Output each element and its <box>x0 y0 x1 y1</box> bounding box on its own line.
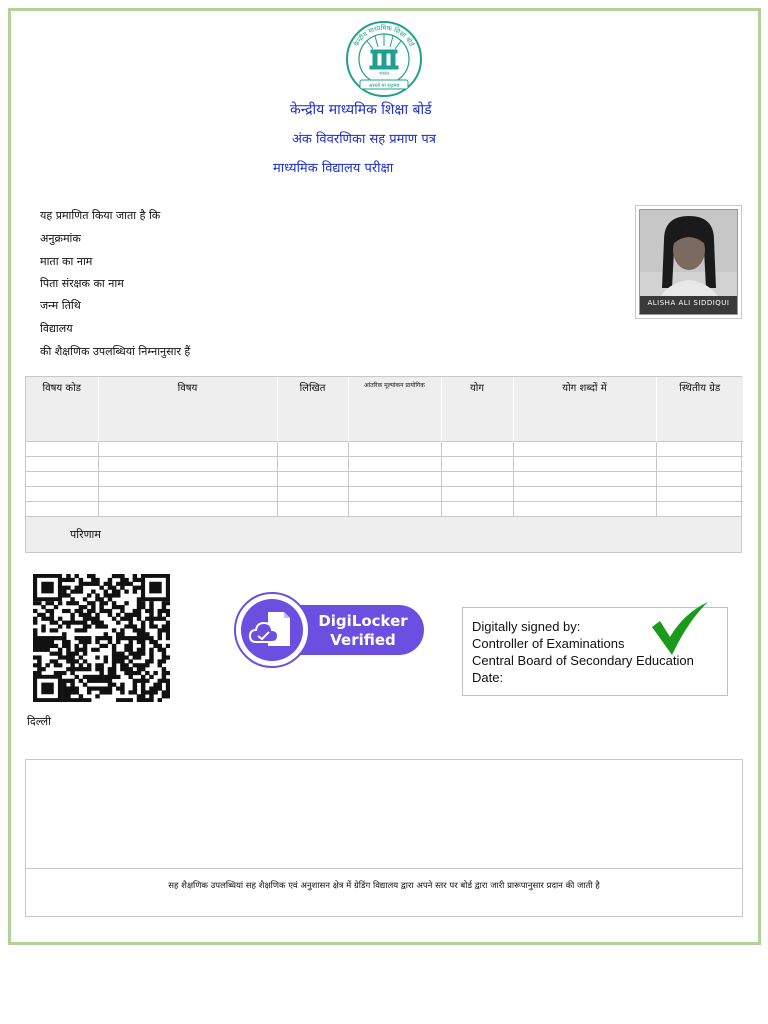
table-cell <box>513 471 656 486</box>
table-cell <box>656 441 743 456</box>
table-cell <box>513 441 656 456</box>
table-row <box>26 501 743 516</box>
table-cell <box>98 456 277 471</box>
student-photo <box>639 209 738 315</box>
table-cell <box>441 456 513 471</box>
exam-name: माध्यमिक विद्यालय परीक्षा <box>273 161 394 176</box>
table-cell <box>26 456 98 471</box>
achievement-text: की शैक्षणिक उपलब्धियां निम्नानुसार हैं <box>40 345 191 358</box>
signature-line-4: Date: <box>472 670 504 685</box>
result-row <box>26 516 741 552</box>
verified-label: Verified <box>330 631 396 649</box>
divider <box>26 868 742 869</box>
student-photo-frame <box>635 205 742 319</box>
table-cell <box>513 486 656 501</box>
table-cell <box>277 471 348 486</box>
father-name-label: पिता संरक्षक का नाम <box>40 277 124 290</box>
board-name: केन्द्रीय माध्यमिक शिक्षा बोर्ड <box>290 102 432 118</box>
table-row <box>26 486 743 501</box>
digilocker-label: DigiLocker <box>318 612 408 630</box>
school-label: विद्यालय <box>40 322 73 335</box>
col-total: योग <box>441 377 513 441</box>
col-subject-code: विषय कोड <box>26 377 98 441</box>
table-cell <box>98 471 277 486</box>
digilocker-verified-badge <box>234 592 426 668</box>
col-written: लिखित <box>277 377 348 441</box>
col-total-in-words: योग शब्दों में <box>513 377 656 441</box>
col-positional-grade: स्थितीय ग्रेड <box>656 377 743 441</box>
table-cell <box>656 501 743 516</box>
col-internal-assessment: आंतरिक मूल्यांकन प्रायोगिक <box>348 377 441 441</box>
table-cell <box>277 486 348 501</box>
table-cell <box>348 501 441 516</box>
co-scholastic-box <box>25 759 743 917</box>
footer-note: सह शैक्षणिक उपलब्धियां सह शैक्षणिक एवं अनुशासन क्षेत्र में ग्रेडिंग विद्यालय द्वारा अपने स्तर पर बोर्ड द्वारा जारी प्रारूपानुसार प्रदान की जाती है <box>168 881 600 891</box>
table-cell <box>513 501 656 516</box>
col-subject: विषय <box>98 377 277 441</box>
table-cell <box>277 441 348 456</box>
certify-text: यह प्रमाणित किया जाता है कि <box>40 209 161 222</box>
table-cell <box>348 441 441 456</box>
result-label: परिणाम <box>70 528 101 541</box>
table-cell <box>98 501 277 516</box>
signature-line-1: Digitally signed by: <box>472 619 581 634</box>
table-cell <box>26 486 98 501</box>
table-cell <box>656 471 743 486</box>
table-cell <box>26 501 98 516</box>
marks-header-row <box>26 377 743 441</box>
table-row <box>26 441 743 456</box>
photo-caption: ALISHA ALI SIDDIQUI <box>647 299 730 307</box>
table-cell <box>98 441 277 456</box>
roll-number-label: अनुक्रमांक <box>40 232 81 245</box>
dob-label: जन्म तिथि <box>40 299 81 312</box>
table-row <box>26 456 743 471</box>
checkmark-icon <box>650 601 710 656</box>
table-cell <box>656 456 743 471</box>
table-cell <box>277 456 348 471</box>
signature-line-3: Central Board of Secondary Education <box>472 653 694 668</box>
table-cell <box>656 486 743 501</box>
logo-ring-text-top: केन्द्रीय माध्यमिक शिक्षा बोर्ड <box>352 23 416 48</box>
table-cell <box>441 471 513 486</box>
table-cell <box>348 486 441 501</box>
table-cell <box>441 501 513 516</box>
place-label: दिल्ली <box>27 715 51 728</box>
table-cell <box>441 486 513 501</box>
logo-ring-text-bottom: असतो मा सद्गमय <box>368 83 400 89</box>
table-cell <box>348 456 441 471</box>
document-title: अंक विवरणिका सह प्रमाण पत्र <box>292 132 436 147</box>
table-row <box>26 471 743 486</box>
table-cell <box>26 471 98 486</box>
mother-name-label: माता का नाम <box>40 255 93 268</box>
table-cell <box>441 441 513 456</box>
table-cell <box>277 501 348 516</box>
cbse-emblem-icon <box>345 20 423 98</box>
signature-line-2: Controller of Examinations <box>472 636 625 651</box>
table-cell <box>26 441 98 456</box>
table-cell <box>513 456 656 471</box>
logo-center-text: भारत <box>379 71 389 77</box>
table-cell <box>98 486 277 501</box>
table-cell <box>348 471 441 486</box>
qr-code-icon <box>33 574 170 702</box>
marks-table <box>25 376 742 553</box>
